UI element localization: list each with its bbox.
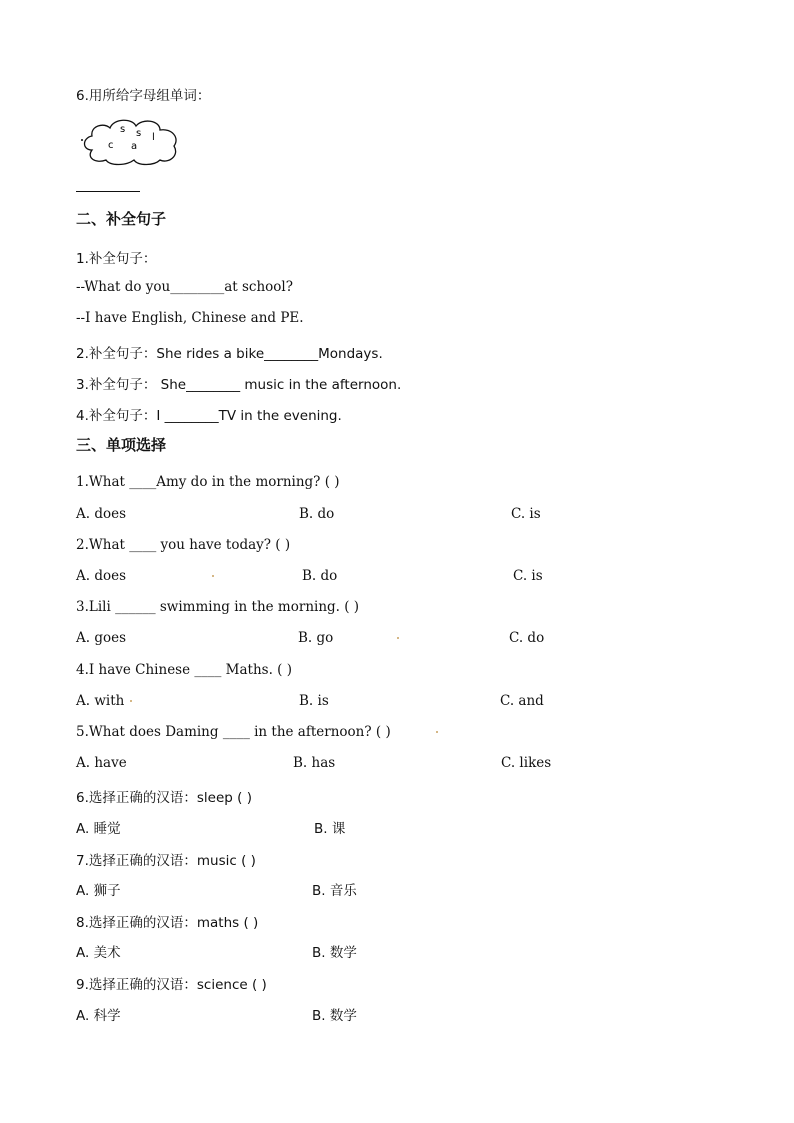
cloud-letter: a bbox=[131, 141, 138, 152]
section2-item: --I have English, Chinese and PE. bbox=[76, 310, 304, 326]
option-b[interactable]: B. do bbox=[302, 568, 338, 584]
section2-item: 2.补全句子：She rides a bike________Mondays. bbox=[76, 346, 383, 362]
section2-item: --What do you________at school? bbox=[76, 279, 293, 295]
stray-dot bbox=[397, 637, 399, 639]
question-text: 3.Lili ______ swimming in the morning. ( ) bbox=[76, 599, 360, 615]
section2-item: 4.补全句子：I ________TV in the evening. bbox=[76, 408, 342, 424]
option-c[interactable]: C. and bbox=[500, 693, 544, 709]
stray-dot bbox=[130, 700, 132, 702]
cloud-letter: s bbox=[120, 124, 126, 135]
option-c[interactable]: C. do bbox=[509, 630, 545, 646]
option-b[interactable]: B. 数学 bbox=[312, 945, 357, 961]
option-a[interactable]: A. does bbox=[76, 568, 127, 584]
question-text: 4.I have Chinese ____ Maths. ( ) bbox=[76, 662, 293, 678]
cloud-letter: l bbox=[152, 132, 155, 143]
option-b[interactable]: B. is bbox=[299, 693, 329, 709]
option-a[interactable]: A. 狮子 bbox=[76, 883, 121, 899]
q6-prompt: 6.用所给字母组单词： bbox=[76, 88, 211, 104]
question-text: 7.选择正确的汉语：music ( ) bbox=[76, 853, 256, 869]
option-c[interactable]: C. is bbox=[511, 506, 541, 522]
stray-dot bbox=[436, 731, 438, 733]
question-text: 1.What ____Amy do in the morning? ( ) bbox=[76, 474, 340, 490]
option-a[interactable]: A. does bbox=[76, 506, 127, 522]
option-b[interactable]: B. do bbox=[299, 506, 335, 522]
section3-heading: 三、单项选择 bbox=[76, 436, 167, 454]
question-text: 8.选择正确的汉语：maths ( ) bbox=[76, 915, 259, 931]
stray-dot bbox=[212, 575, 214, 577]
question-text: 6.选择正确的汉语：sleep ( ) bbox=[76, 790, 252, 806]
option-a[interactable]: A. 美术 bbox=[76, 945, 121, 961]
option-c[interactable]: C. is bbox=[513, 568, 543, 584]
cloud-letter: s bbox=[136, 128, 142, 139]
option-a[interactable]: A. have bbox=[76, 755, 127, 771]
option-a[interactable]: A. 科学 bbox=[76, 1008, 121, 1024]
option-b[interactable]: B. 数学 bbox=[312, 1008, 357, 1024]
option-b[interactable]: B. go bbox=[298, 630, 334, 646]
section2-heading: 二、补全句子 bbox=[76, 210, 167, 228]
option-b[interactable]: B. 课 bbox=[314, 821, 346, 837]
bullet-dot bbox=[81, 139, 83, 141]
option-a[interactable]: A. goes bbox=[76, 630, 127, 646]
option-b[interactable]: B. has bbox=[293, 755, 336, 771]
question-text: 5.What does Daming ____ in the afternoon? ( ) bbox=[76, 724, 391, 740]
section2-item: 3.补全句子： She________ music in the afternoon. bbox=[76, 377, 402, 393]
option-b[interactable]: B. 音乐 bbox=[312, 883, 357, 899]
option-a[interactable]: A. 睡觉 bbox=[76, 821, 121, 837]
question-text: 9.选择正确的汉语：science ( ) bbox=[76, 977, 267, 993]
option-a[interactable]: A. with bbox=[76, 693, 125, 709]
answer-line bbox=[76, 191, 140, 192]
question-text: 2.What ____ you have today? ( ) bbox=[76, 537, 291, 553]
section2-item: 1.补全句子： bbox=[76, 251, 157, 267]
option-c[interactable]: C. likes bbox=[501, 755, 552, 771]
letter-cloud bbox=[80, 116, 182, 166]
cloud-letter: c bbox=[108, 140, 114, 151]
